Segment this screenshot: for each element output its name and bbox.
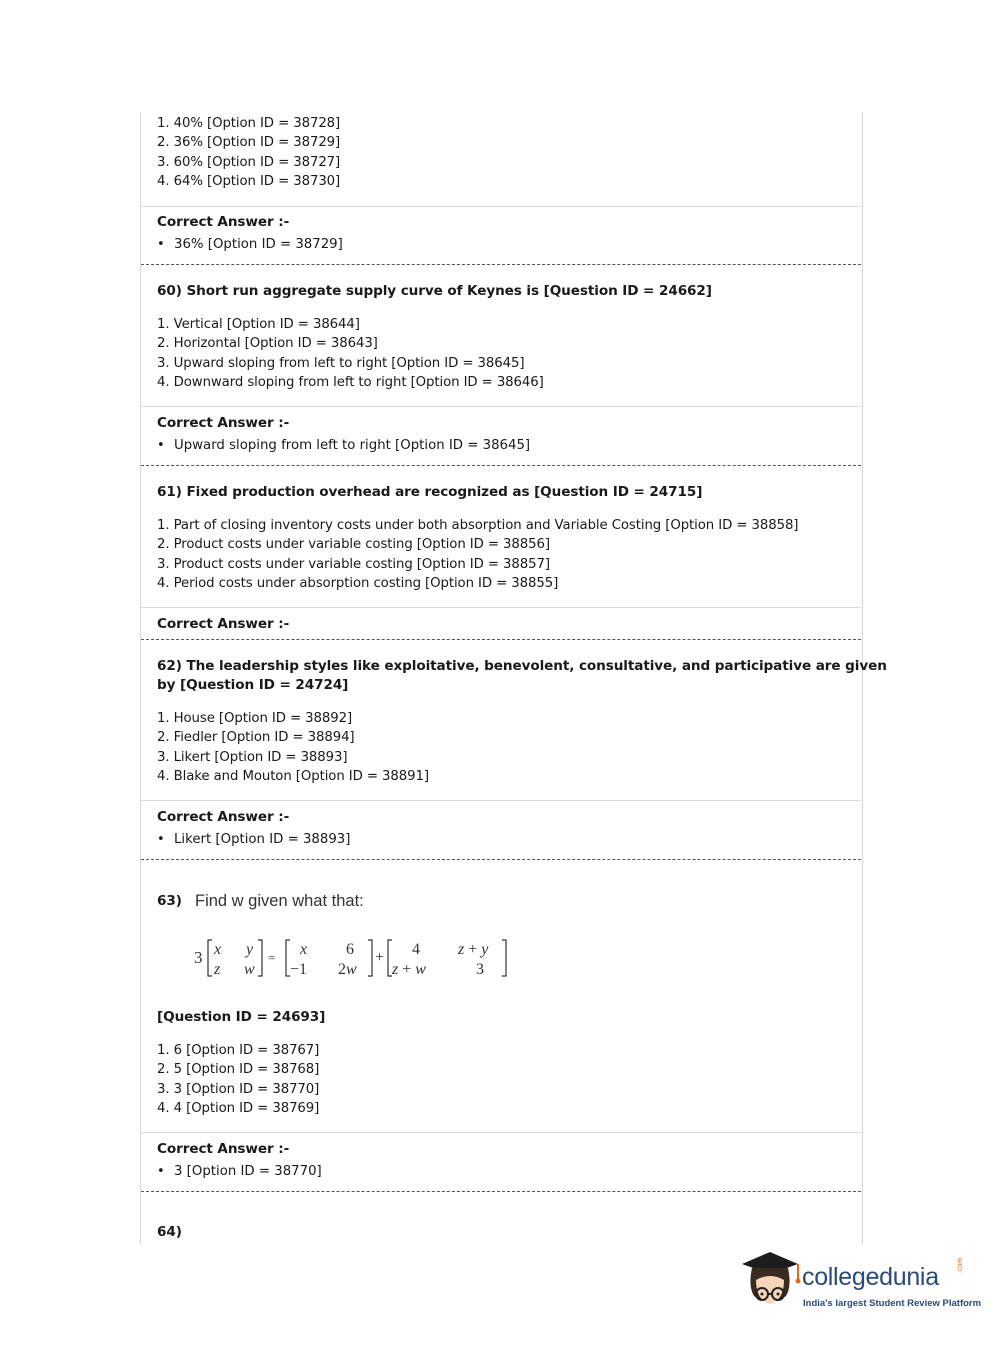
q63-number: 63) (157, 893, 182, 909)
q62-option-1: 1. House [Option ID = 38892] (157, 711, 353, 726)
svg-text:w: w (244, 961, 255, 978)
divider (141, 206, 861, 207)
divider (141, 1132, 861, 1133)
q63-option-1: 1. 6 [Option ID = 38767] (157, 1043, 320, 1058)
q63-correct-label: Correct Answer :- (157, 1141, 290, 1157)
q63-question-id: [Question ID = 24693] (157, 1009, 326, 1025)
q59-correct-label: Correct Answer :- (157, 214, 290, 230)
q60-option-3: 3. Upward sloping from left to right [Option ID = 38645] (157, 356, 525, 371)
svg-text:y: y (246, 941, 254, 958)
q60-option-2: 2. Horizontal [Option ID = 38643] (157, 336, 378, 351)
brand-name: collegedunia (802, 1263, 939, 1291)
divider (141, 800, 861, 801)
svg-text:6: 6 (346, 941, 354, 958)
q62-option-2: 2. Fiedler [Option ID = 38894] (157, 730, 355, 745)
svg-text:z + w: z + w (392, 961, 426, 978)
q60-option-4: 4. Downward sloping from left to right [Option ID = 38646] (157, 375, 544, 390)
q63-option-3: 3. 3 [Option ID = 38770] (157, 1082, 320, 1097)
brand-domain-suffix: .com (957, 1257, 964, 1273)
q60-correct-label: Correct Answer :- (157, 415, 290, 431)
q61-correct-label: Correct Answer :- (157, 616, 290, 632)
q63-option-4: 4. 4 [Option ID = 38769] (157, 1101, 320, 1116)
q59-option-3: 3. 60% [Option ID = 38727] (157, 155, 341, 170)
q59-option-4: 4. 64% [Option ID = 38730] (157, 174, 341, 189)
q61-title: 61) Fixed production overhead are recognized as [Question ID = 24715] (157, 484, 703, 500)
svg-text:z + y: z + y (458, 941, 489, 958)
question-separator (141, 1191, 861, 1192)
q61-option-2: 2. Product costs under variable costing [Option ID = 38856] (157, 537, 550, 552)
q62-option-4: 4. Blake and Mouton [Option ID = 38891] (157, 769, 429, 784)
q63-option-2: 2. 5 [Option ID = 38768] (157, 1062, 320, 1077)
divider (141, 406, 861, 407)
bullet-icon: • (157, 438, 165, 453)
q62-option-3: 3. Likert [Option ID = 38893] (157, 750, 348, 765)
svg-text:z: z (214, 961, 221, 978)
question-separator (141, 639, 861, 640)
q59-option-1: 1. 40% [Option ID = 38728] (157, 116, 341, 131)
q59-correct-answer: 36% [Option ID = 38729] (174, 237, 343, 252)
svg-text:4: 4 (412, 941, 420, 958)
question-separator (141, 465, 861, 466)
svg-text:2w: 2w (338, 961, 357, 978)
q63-matrix-equation-image (190, 932, 520, 984)
q62-title-line2: by [Question ID = 24724] (157, 677, 349, 693)
q62-correct-label: Correct Answer :- (157, 809, 290, 825)
q60-option-1: 1. Vertical [Option ID = 38644] (157, 317, 360, 332)
q59-option-2: 2. 36% [Option ID = 38729] (157, 135, 341, 150)
svg-text:−1: −1 (290, 961, 308, 978)
divider (141, 607, 861, 608)
q61-option-4: 4. Period costs under absorption costing [Option ID = 38855] (157, 576, 559, 591)
q63-text: Find w given what that: (195, 892, 364, 910)
q61-option-1: 1. Part of closing inventory costs under both absorption and Variable Costing [Option ID = 38858] (157, 518, 799, 533)
q60-title: 60) Short run aggregate supply curve of Keynes is [Question ID = 24662] (157, 283, 712, 299)
q61-option-3: 3. Product costs under variable costing [Option ID = 38857] (157, 557, 550, 572)
svg-text:x: x (300, 941, 308, 958)
bullet-icon: • (157, 832, 165, 847)
question-separator (141, 859, 861, 860)
q60-correct-answer: Upward sloping from left to right [Option ID = 38645] (174, 438, 531, 453)
svg-text:3: 3 (476, 961, 484, 978)
svg-text:x: x (214, 941, 222, 958)
q62-correct-answer: Likert [Option ID = 38893] (174, 832, 351, 847)
svg-text:=: = (268, 950, 276, 965)
q62-title-line1: 62) The leadership styles like exploitative, benevolent, consultative, and participative are given (157, 658, 887, 674)
q64-number: 64) (157, 1224, 182, 1240)
brand-tagline: India's largest Student Review Platform (803, 1298, 982, 1309)
q63-correct-answer: 3 [Option ID = 38770] (174, 1164, 322, 1179)
bullet-icon: • (157, 1164, 165, 1179)
bullet-icon: • (157, 237, 165, 252)
svg-text:+: + (375, 949, 385, 966)
question-separator (141, 264, 861, 265)
svg-text:3: 3 (194, 948, 203, 967)
